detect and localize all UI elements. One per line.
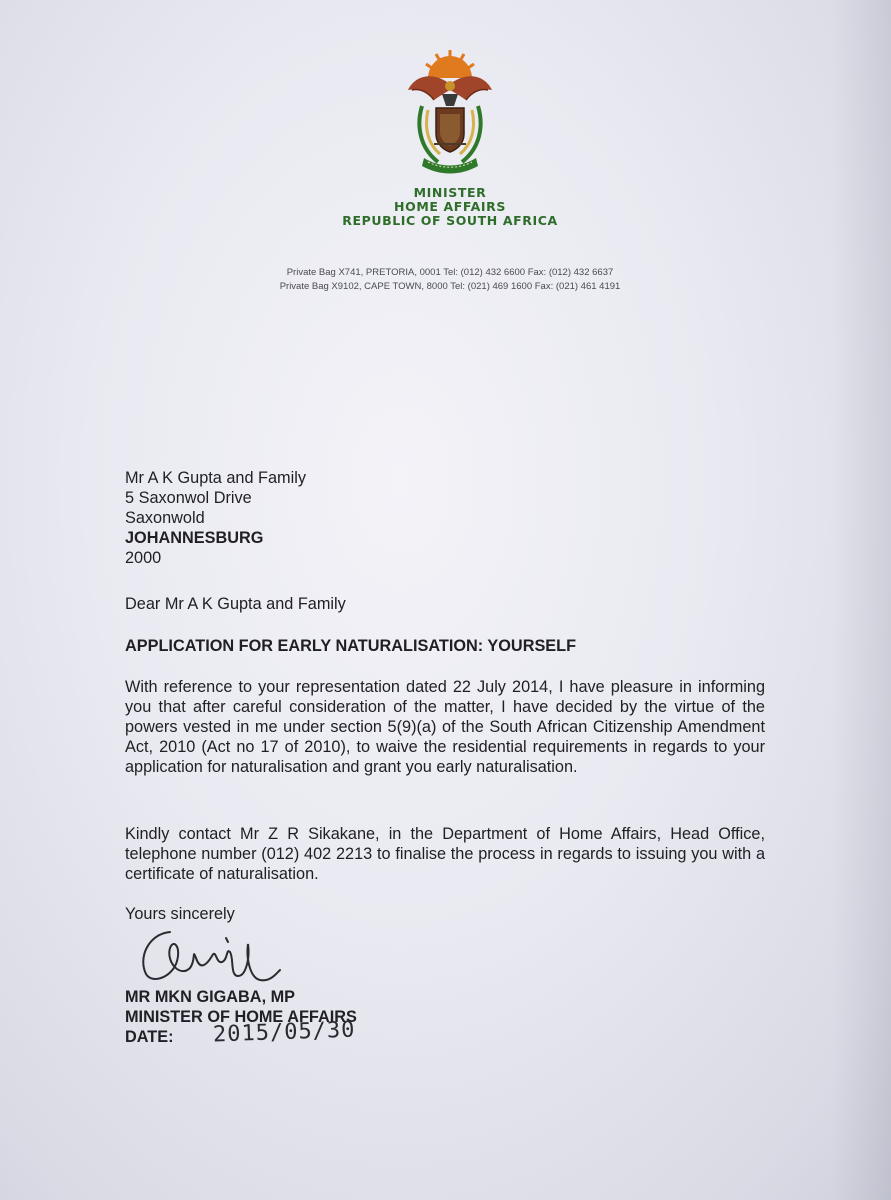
recipient-city: JOHANNESBURG (125, 529, 264, 547)
coat-of-arms-icon (404, 44, 496, 176)
paragraph-contact: Kindly contact Mr Z R Sikakane, in the Department of Home Affairs, Head Office, telephone number (012) 402 2213 to finalise the process in regards to issuing you with a certificate of naturalisation. (125, 825, 765, 883)
ministry-line-country: REPUBLIC OF SOUTH AFRICA (342, 213, 558, 228)
recipient-address (125, 468, 306, 568)
letterhead-contact (240, 266, 660, 294)
signatory-name: MR MKN GIGABA, MP (125, 988, 296, 1006)
contact-pretoria: Private Bag X741, PRETORIA, 0001 Tel: (012) 432 6600 Fax: (012) 432 6637 (286, 267, 614, 278)
recipient-suburb: Saxonwold (125, 509, 205, 527)
page-shadow (831, 0, 891, 1200)
closing: Yours sincerely (125, 905, 235, 923)
ministry-line-minister: MINISTER (413, 185, 487, 200)
recipient-name: Mr A K Gupta and Family (125, 469, 306, 487)
recipient-postcode: 2000 (125, 549, 162, 567)
signatory-title: MINISTER OF HOME AFFAIRS (125, 1008, 357, 1026)
paragraph-decision: With reference to your representation dated 22 July 2014, I have pleasure in informing you that after careful consideration of the matter, I have decided by the virtue of the powers vested in me under section 5(9)(a) of the South African Citizenship Amendment Act, 2010 (Act no 17 of 2010), to waive the residential requirements in regards to your application for naturalisation and grant you early naturalisation. (125, 678, 765, 776)
ministry-line-department: HOME AFFAIRS (394, 199, 506, 214)
ministry-heading (330, 186, 570, 228)
contact-cape-town: Private Bag X9102, CAPE TOWN, 8000 Tel: (021) 469 1600 Fax: (021) 461 4191 (279, 281, 621, 292)
subject-line: APPLICATION FOR EARLY NATURALISATION: YOURSELF (125, 637, 577, 655)
signature (130, 918, 290, 998)
handwritten-date: 2015/05/30 (212, 1017, 356, 1048)
salutation: Dear Mr A K Gupta and Family (125, 595, 346, 613)
recipient-street: 5 Saxonwol Drive (125, 489, 252, 507)
date-label: DATE: (125, 1028, 174, 1046)
